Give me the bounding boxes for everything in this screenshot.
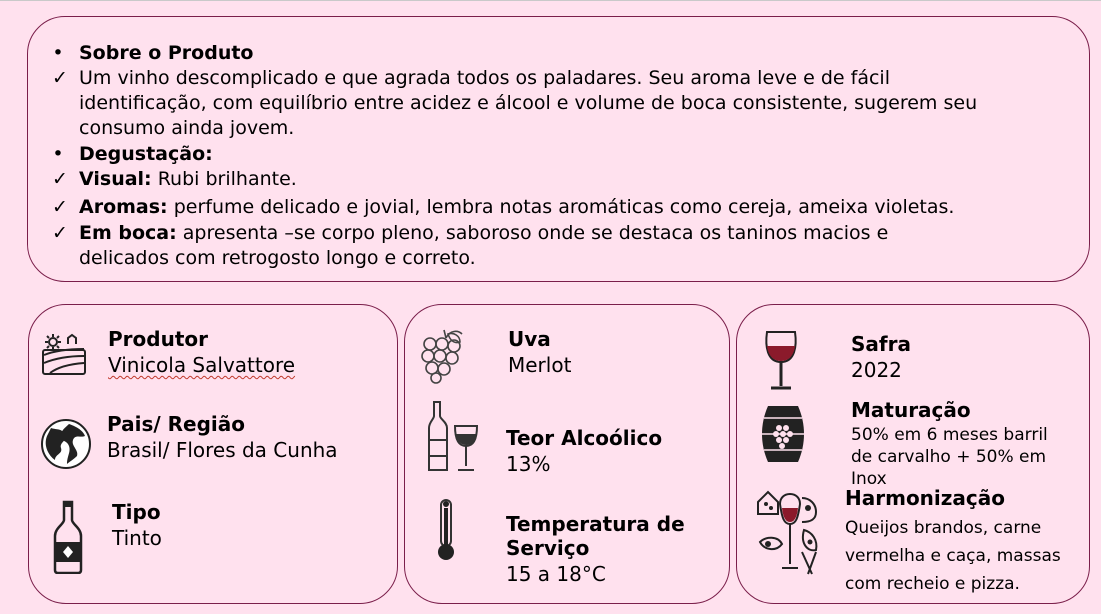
maturacao-value-line-2: de carvalho + 50% em	[851, 447, 1047, 467]
uva-value: Merlot	[508, 353, 572, 377]
teor-label: Teor Alcoólico	[506, 426, 663, 450]
aromas-label: Aromas:	[79, 196, 168, 218]
harmonizacao-value: Queijos brandos, carne	[845, 518, 1042, 538]
sobre-heading: Sobre o Produto	[79, 42, 254, 64]
bullet: •	[52, 143, 64, 165]
check-icon: ✓	[52, 196, 68, 218]
regiao-label: Pais/ Região	[107, 412, 246, 436]
teor-value: 13%	[506, 452, 551, 476]
temperatura-label-line-2: Serviço	[506, 536, 590, 560]
sobre-text-line-2: identificação, com equilíbrio entre acidez e álcool e volume de boca consistente, sugerem seu	[79, 92, 978, 114]
produtor-value: Vinicola Salvattore	[108, 353, 296, 377]
tipo-label: Tipo	[112, 500, 161, 524]
maturacao-value: 50% em 6 meses barril	[851, 425, 1048, 445]
sobre-text-line-3: consumo ainda jovem.	[79, 117, 295, 139]
safra-value: 2022	[851, 358, 902, 382]
boca-text-line-2: delicados com retrogosto longo e correto.	[79, 247, 476, 269]
check-icon: ✓	[52, 67, 68, 89]
uva-label: Uva	[508, 327, 551, 351]
bottle-glass-icon	[428, 400, 480, 474]
harmonizacao-value-line-3: com recheio e pizza.	[845, 574, 1020, 594]
check-icon: ✓	[52, 222, 68, 244]
check-icon: ✓	[52, 168, 68, 190]
grapes-icon	[420, 328, 468, 384]
safra-label: Safra	[851, 332, 911, 356]
produtor-label: Produtor	[108, 327, 208, 351]
top-divider	[0, 0, 1101, 1]
farm-sun-icon	[42, 333, 86, 375]
barrel-icon	[760, 404, 806, 464]
degustacao-heading: Degustação:	[79, 143, 213, 165]
harmonizacao-label: Harmonização	[845, 486, 1005, 510]
harmonizacao-value-line-2: vermelha e caça, massas	[845, 546, 1061, 566]
globe-icon	[39, 418, 93, 470]
wine-glass-icon	[763, 330, 799, 392]
food-pairing-icon	[754, 486, 826, 578]
visual-text: Rubi brilhante.	[157, 168, 297, 190]
boca-text: apresenta –se corpo pleno, saboroso onde se destaca os taninos macios e	[182, 222, 889, 244]
aromas-text: perfume delicado e jovial, lembra notas aromáticas como cereja, ameixa violetas.	[173, 196, 955, 218]
temperatura-value: 15 a 18°C	[506, 562, 606, 586]
temperatura-label: Temperatura de	[506, 512, 685, 536]
bullet: •	[52, 42, 64, 64]
thermometer-icon	[432, 498, 460, 562]
sobre-text: Um vinho descomplicado e que agrada todos os paladares. Seu aroma leve e de fácil	[79, 67, 890, 89]
tipo-value: Tinto	[112, 526, 162, 550]
maturacao-value-line-3: Inox	[851, 469, 887, 489]
visual-label: Visual:	[79, 168, 152, 190]
wine-bottle-icon	[53, 500, 83, 574]
regiao-value: Brasil/ Flores da Cunha	[107, 438, 338, 462]
boca-label: Em boca:	[79, 222, 177, 244]
maturacao-label: Maturação	[851, 398, 971, 422]
